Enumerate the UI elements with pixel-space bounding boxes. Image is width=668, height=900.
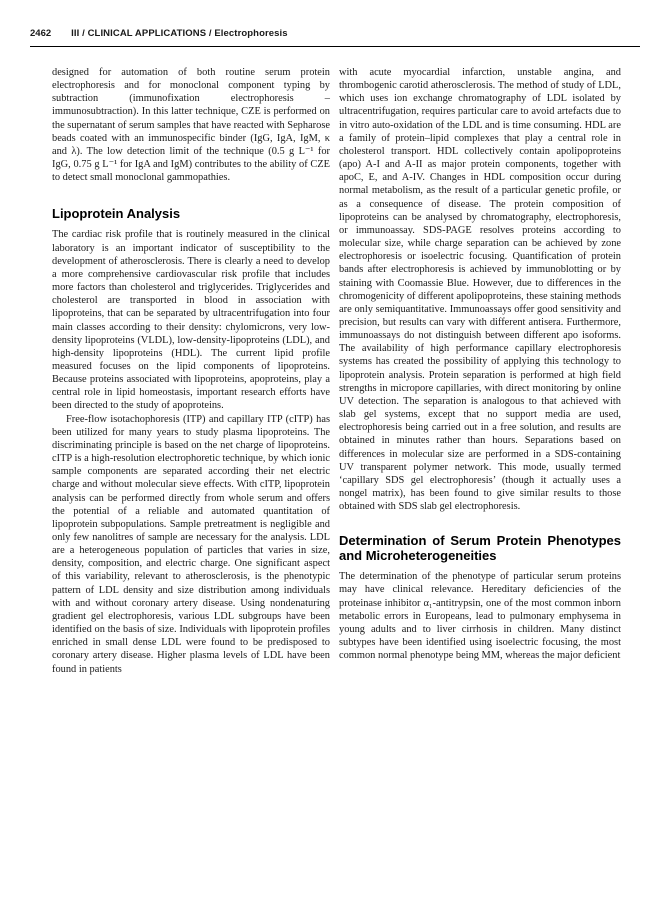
- heading-lipoprotein-analysis: Lipoprotein Analysis: [52, 206, 181, 222]
- serum-paragraph-1: The determination of the phenotype of particular serum proteins may have clinical relevance. Hereditary deficiencies of the proteinase inhibitor α₁-antitrypsin, one of the most common inborn metabolic errors in Europeans, lead to pulmonary emphysema in young adults and to liver cirrhosis in children. Many distinct subtypes have been identified using isoelectric focusing, the most common normal phenotype being MM, whereas the major deficient: [339, 571, 621, 662]
- running-header: [30, 28, 640, 47]
- lipoprotein-paragraph-2: Free-flow isotachophoresis (ITP) and capillary ITP (cITP) has been utilized for many years to study plasma lipoproteins. The discriminating principle is based on the net charge of lipoproteins. cITP is a high-resolution electrophoretic technique, by which ionic sample components are separated according their net electric charge and without molecular sieve effects. With cITP, lipoprotein analysis can be performed directly from whole serum and offers the potential of a reliable and automated quantitation of lipoprotein subpopulations. Sample pretreatment is negligible and only few nanolitres of sample are necessary for the analysis. LDL are a heterogeneous population of particles that varies in size, density, composition, and electric charge. One significant aspect of this variability, relevant to atherosclerosis, is the phenotypic pattern of LDL density and size distribution among individuals with and without coronary artery disease. Using nondenaturing gradient gel electrophoresis, various LDL subgroups have been identified on the basis of size. Individuals with lipoprotein profiles enriched in small dense LDL were found to be predisposed to coronary artery disease. Higher plasma levels of LDL have been found in patients: [52, 413, 330, 675]
- page-number: 2462: [30, 28, 52, 39]
- intro-paragraph: designed for automation of both routine serum protein electrophoresis and for monoclonal component typing by subtraction (immunofixation electrophoresis – immunosubtraction). In this latter technique, CZE is performed on the supernatant of serum samples that have reacted with Sepharose beads coated with an immunospecific binder (IgG, IgA, IgM, κ and λ). The low detection limit of the technique (0.5 g L⁻¹ for IgG, 0.75 g L⁻¹ for IgA and IgM) contributes to the ability of CZE to detect small monoclonal gammopathies.: [52, 67, 330, 184]
- heading-serum-protein-phenotypes: Determination of Serum Protein Phenotypes and Microheterogeneities: [339, 533, 621, 564]
- lipoprotein-paragraph-1: The cardiac risk profile that is routinely measured in the clinical laboratory is an important indicator of susceptibility to the development of atherosclerosis. There is clearly a need to develop a more comprehensive cardiovascular risk profile that includes more factors than cholesterol and triglycerides. Triglycerides and cholesterol are transported in blood in association with lipoproteins, that can be separated by ultracentrifugation into four main classes according to their density: chylomicrons, very low-density lipoproteins (VLDL), low-density-lipoproteins (LDL), and high-density lipoproteins (HDL). The current lipid profile measured focuses on the lipid components of lipoproteins. Because proteins associated with lipoproteins, apoproteins, play a central role in lipid homeostasis, important research efforts have been directed to the study of apoproteins.: [52, 229, 330, 412]
- section-title: III / CLINICAL APPLICATIONS / Electrophoresis: [71, 28, 288, 39]
- left-column: [52, 66, 330, 676]
- right-column: [339, 66, 621, 662]
- lipoprotein-paragraph-3: with acute myocardial infarction, unstable angina, and thrombogenic carotid atherosclerosis. The method of study of LDL, which uses ion exchange chromatography of LDL isolated by ultracentrifugation, requires particular care to avoid artefacts due to in vitro auto-oxidation of the LDL and is time consuming. HDL are a family of protein–lipid complexes that play a central role in cholesterol transport. HDL collectively contain apolipoproteins (apo) A-I and A-II as major protein components, together with apoC, E, and A-IV. Changes in HDL composition occur during normal metabolism, as the result of a particular genetic profile, or as a consequence of disease. The protein composition of lipoproteins can be analysed by chromatography, electrophoresis, or immunoassay. SDS-PAGE resolves proteins according to molecular size, while charge separation can be achieved by zone electrophoresis or isoelectric focusing. Quantification of protein bands after electrophoresis is achieved by immunoblotting or by staining with Coomassie Blue. However, due to differences in the chromogenicity of different apolipoproteins, these staining methods are only semiquantitative. Immunoassays offer good sensitivity and precision, but results can vary with different antisera. Furthermore, immunoassays do not distinguish between different apo isoforms. The availability of high performance capillary electrophoresis systems has created the possibility of applying this technology to lipoprotein analysis. Protein separation is performed at high field strengths in micropore capillaries, with direct monitoring by online UV detection. The separation is analogous to that achieved with slab gel systems, except that no support media are used, electrophoresis being carried out in a free solution, and results are obtained in minutes rather than hours. Separations based on differences in molecular size are performed in a SDS-containing UV transparent polymer network. This mode, usually termed ‘capillary SDS gel electrophoresis’ (though it actually uses a nongel matrix), has been found to give similar results to those obtained with SDS slab gel electrophoresis.: [339, 67, 621, 513]
